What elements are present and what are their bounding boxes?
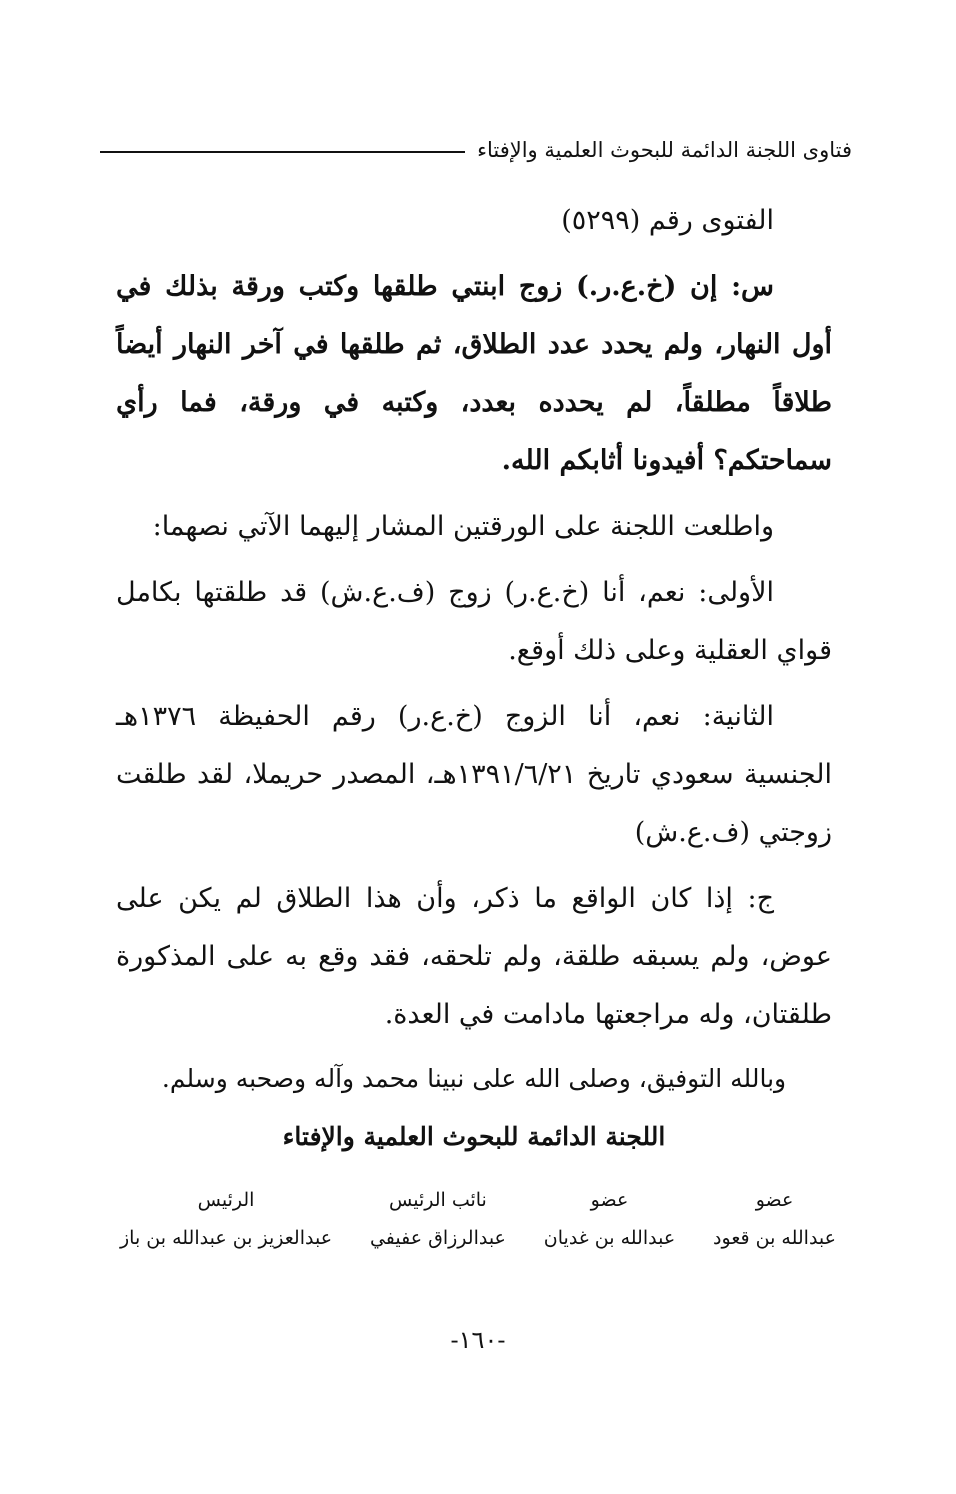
signatory-president <box>120 1180 332 1256</box>
signatory-role: الرئيس <box>197 1189 255 1211</box>
fatwa-number: الفتوى رقم (٥٢٩٩) <box>561 205 774 236</box>
signatory-name: عبدالعزيز بن عبدالله بن باز <box>120 1227 333 1249</box>
signatory-vice-president <box>370 1180 506 1256</box>
first-document-paragraph: الأولى: نعم، أنا (خ.ع.ر) زوج (ف.ع.ش) قد طلقتها بكامل قواي العقلية وعلى ذلك أوقع. <box>116 577 832 666</box>
signatory-name: عبدالرزاق عفيفي <box>369 1227 506 1249</box>
running-header <box>100 132 852 168</box>
signatory-name: عبدالله بن غديان <box>543 1227 676 1249</box>
signatory-name: عبدالله بن قعود <box>713 1227 836 1249</box>
header-title: فتاوى اللجنة الدائمة للبحوث العلمية والإفتاء <box>477 138 852 162</box>
signatory-role: عضو <box>590 1189 629 1211</box>
signatory-member-1 <box>713 1180 836 1256</box>
answer-paragraph: ج: إذا كان الواقع ما ذكر، وأن هذا الطلاق لم يكن على عوض، ولم يسبقه طلقة، ولم تلحقه، فقد وقع به على المذكورة طلقتان، وله مراجعتها مادامت في العدة. <box>116 883 832 1030</box>
header-rule <box>100 151 465 153</box>
question-paragraph: س: إن (خ.ع.ر.) زوج ابنتي طلقها وكتب ورقة بذلك في أول النهار، ولم يحدد عدد الطلاق، ثم طلقها في آخر النهار أيضاً طلاقاً مطلقاً، لم يحدده بعدد، وكتبه في ورقة، فما رأي سماحتكم؟ أفيدونا أثابكم الله. <box>116 271 832 476</box>
committee-name: اللجنة الدائمة للبحوث العلمية والإفتاء <box>282 1122 666 1151</box>
signatory-role: نائب الرئيس <box>388 1189 487 1211</box>
closing-line: وبالله التوفيق، وصلى الله على نبينا محمد وآله وصحبه وسلم. <box>161 1064 787 1093</box>
signatures-block <box>120 1180 836 1256</box>
fatwa-content <box>116 192 832 1162</box>
signatory-member-2 <box>544 1180 675 1256</box>
second-document-paragraph: الثانية: نعم، أنا الزوج (خ.ع.ر) رقم الحفيظة ١٣٧٦هـ الجنسية سعودي تاريخ ١٣٩١/٦/٢١هـ، المصدر حريملا، لقد طلقت زوجتي (ف.ع.ش) <box>116 701 832 848</box>
intro-paragraph: واطلعت اللجنة على الورقتين المشار إليهما الآتي نصهما: <box>152 511 774 542</box>
page-number: -١٦٠- <box>450 1326 506 1354</box>
signatory-role: عضو <box>755 1189 794 1211</box>
